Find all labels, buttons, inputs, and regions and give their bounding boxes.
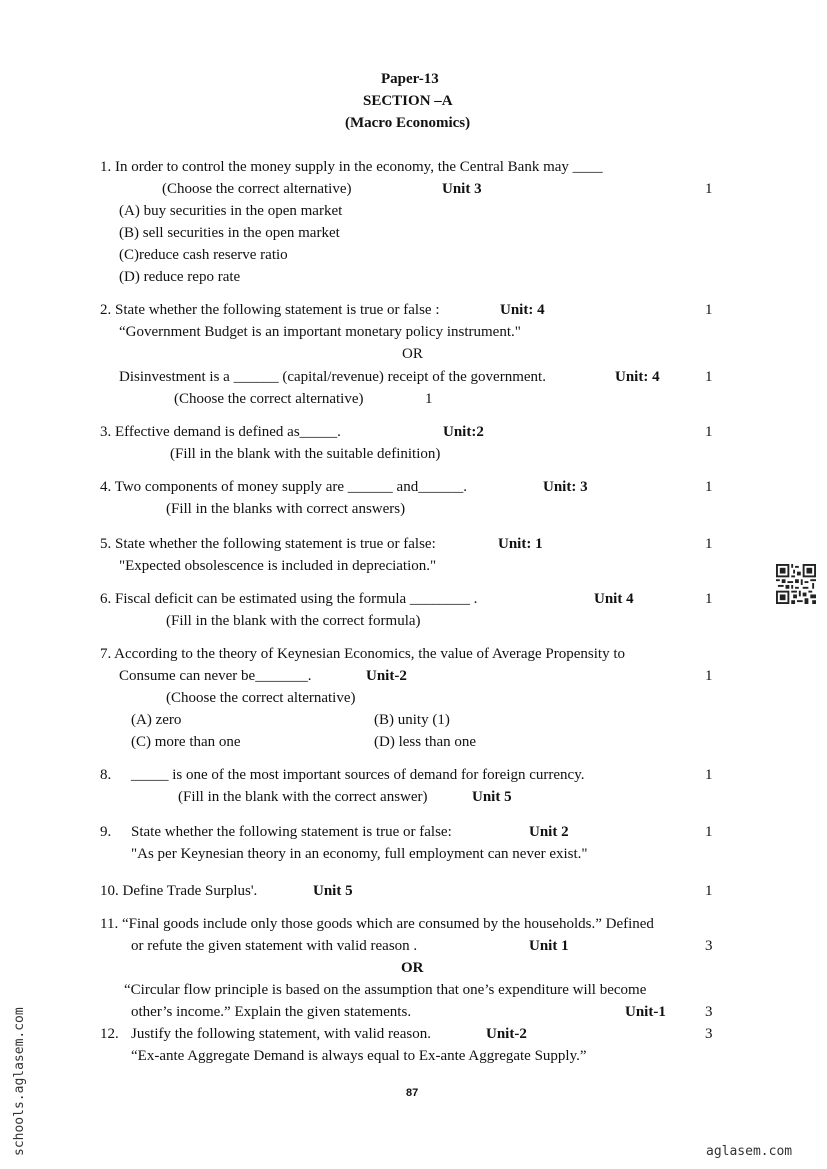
question-11-unit: Unit 1: [529, 938, 569, 954]
question-8-instruction: (Fill in the blank with the correct answer): [178, 789, 428, 805]
question-12-quote: “Ex-ante Aggregate Demand is always equal to Ex-ante Aggregate Supply.”: [131, 1048, 587, 1064]
watermark-left: schools.aglasem.com: [12, 1007, 27, 1156]
question-1-instruction: (Choose the correct alternative): [162, 181, 352, 197]
question-6-instruction: (Fill in the blank with the correct formula): [166, 613, 421, 629]
question-3-marks: 1: [705, 424, 713, 440]
question-5-text: 5. State whether the following statement is true or false:: [100, 536, 436, 552]
question-2-text: 2. State whether the following statement is true or false :: [100, 302, 440, 318]
question-7-option-a: (A) zero: [131, 712, 182, 728]
question-11-alt-line-2: other’s income.” Explain the given statements.: [131, 1004, 412, 1020]
question-8-text: _____ is one of the most important sources of demand for foreign currency.: [131, 767, 585, 783]
question-11-or: OR: [401, 960, 424, 976]
question-12-marks: 3: [705, 1026, 713, 1042]
question-1-option-b: (B) sell securities in the open market: [119, 225, 340, 241]
question-5-quote: "Expected obsolescence is included in depreciation.": [119, 558, 437, 574]
question-9-text: State whether the following statement is true or false:: [131, 824, 452, 840]
question-6-marks: 1: [705, 591, 713, 607]
question-6-unit: Unit 4: [594, 591, 634, 607]
question-4-instruction: (Fill in the blanks with correct answers): [166, 501, 406, 517]
question-3-instruction: (Fill in the blank with the suitable definition): [170, 446, 441, 462]
question-10-text: 10. Define Trade Surplus'.: [100, 883, 258, 899]
page-number: 87: [406, 1087, 419, 1099]
question-2-quote: “Government Budget is an important monetary policy instrument.": [119, 324, 521, 340]
question-7-option-d: (D) less than one: [374, 734, 477, 750]
question-12-number: 12.: [100, 1026, 119, 1042]
question-2-alt-instruction: (Choose the correct alternative): [174, 391, 364, 407]
question-8-number: 8.: [100, 767, 112, 783]
question-7-option-b: (B) unity (1): [374, 712, 450, 728]
question-9-quote: "As per Keynesian theory in an economy, full employment can never exist.": [131, 846, 588, 862]
question-8-unit: Unit 5: [472, 789, 512, 805]
question-11-alt-marks: 3: [705, 1004, 713, 1020]
question-6-text: 6. Fiscal deficit can be estimated using the formula ________ .: [100, 591, 478, 607]
question-2-alt-marks: 1: [705, 369, 713, 385]
question-4-unit: Unit: 3: [543, 479, 588, 495]
question-11-alt-unit: Unit-1: [625, 1004, 666, 1020]
paper-title: Paper-13: [381, 71, 439, 87]
question-3-unit: Unit:2: [443, 424, 484, 440]
question-5-unit: Unit: 1: [498, 536, 543, 552]
question-7-line-1: 7. According to the theory of Keynesian Economics, the value of Average Propensity to: [100, 646, 625, 662]
question-7-unit: Unit-2: [366, 668, 407, 684]
question-7-line-2: Consume can never be_______.: [119, 668, 312, 684]
question-7-instruction: (Choose the correct alternative): [166, 690, 356, 706]
question-2-alt-text: Disinvestment is a ______ (capital/revenue) receipt of the government.: [119, 369, 546, 385]
question-1-option-a: (A) buy securities in the open market: [119, 203, 343, 219]
question-2-marks: 1: [705, 302, 713, 318]
question-2-alt-unit: Unit: 4: [615, 369, 660, 385]
question-8-marks: 1: [705, 767, 713, 783]
qr-code-icon: [776, 564, 816, 604]
question-1-option-d: (D) reduce repo rate: [119, 269, 241, 285]
question-11-alt-line-1: “Circular flow principle is based on the assumption that one’s expenditure will become: [124, 982, 647, 998]
question-11-line-1: 11. “Final goods include only those goods which are consumed by the households.” Defined: [100, 916, 654, 932]
question-12-text: Justify the following statement, with valid reason.: [131, 1026, 431, 1042]
question-1-unit: Unit 3: [442, 181, 482, 197]
question-10-marks: 1: [705, 883, 713, 899]
question-7-marks: 1: [705, 668, 713, 684]
section-title: SECTION –A: [363, 93, 453, 109]
question-4-marks: 1: [705, 479, 713, 495]
question-4-text: 4. Two components of money supply are ______ and______.: [100, 479, 467, 495]
question-1-text: 1. In order to control the money supply in the economy, the Central Bank may ____: [100, 159, 603, 175]
question-2-alt-inline-marks: 1: [425, 391, 433, 407]
question-3-text: 3. Effective demand is defined as_____.: [100, 424, 341, 440]
question-2-or: OR: [402, 346, 423, 362]
question-11-line-2: or refute the given statement with valid reason .: [131, 938, 418, 954]
question-1-marks: 1: [705, 181, 713, 197]
question-7-option-c: (C) more than one: [131, 734, 241, 750]
subject-title: (Macro Economics): [345, 115, 471, 131]
question-9-marks: 1: [705, 824, 713, 840]
question-10-unit: Unit 5: [313, 883, 353, 899]
question-5-marks: 1: [705, 536, 713, 552]
question-1-option-c: (C)reduce cash reserve ratio: [119, 247, 288, 263]
question-9-number: 9.: [100, 824, 112, 840]
question-9-unit: Unit 2: [529, 824, 569, 840]
question-12-unit: Unit-2: [486, 1026, 527, 1042]
question-2-unit: Unit: 4: [500, 302, 545, 318]
watermark-right: aglasem.com: [706, 1144, 793, 1159]
question-11-marks: 3: [705, 938, 713, 954]
